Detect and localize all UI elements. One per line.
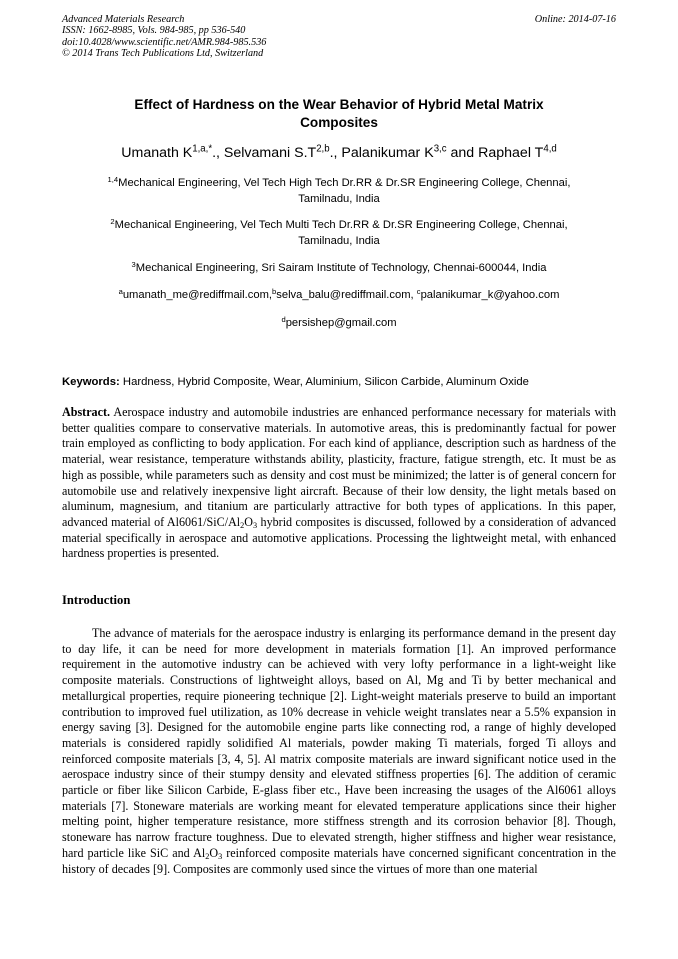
affiliation-text: Tamilnadu, India: [298, 192, 380, 205]
affiliation-3: [62, 261, 616, 277]
author-name: Raphael T: [478, 145, 544, 161]
email-superscript: a: [118, 286, 123, 296]
author-separator: .,: [212, 145, 224, 161]
formula-subscript: 2: [240, 520, 245, 530]
author-superscript: 2,b: [316, 143, 330, 155]
author-superscript: 1,a,*: [192, 143, 213, 155]
affiliation-text: Mechanical Engineering, Vel Tech Multi Tech Dr.RR & Dr.SR Engineering College, Chennai,: [114, 219, 568, 231]
formula-subscript: 3: [218, 851, 223, 861]
email-superscript: c: [416, 286, 421, 296]
formula-subscript: 3: [253, 520, 258, 530]
email-line-1: [62, 288, 616, 304]
author-separator: .,: [329, 145, 342, 161]
author-superscript: 4,d: [543, 143, 557, 155]
email-superscript: d: [281, 314, 286, 324]
journal-name: Advanced Materials Research: [62, 14, 185, 25]
title-line-2: Composites: [300, 115, 378, 130]
section-heading-introduction: Introduction: [62, 593, 131, 607]
keywords: [62, 375, 616, 389]
abstract-label: Abstract.: [62, 405, 111, 419]
formula-subscript: 2: [205, 851, 210, 861]
email-superscript: b: [272, 286, 277, 296]
body-text: The advance of materials for the aerospace industry is enlarging its performance demand in the present day to day life, it can be need for more development in materials formation [1]. An improved performance requirement in the automotive industry can be achieved with very lofty performance in a light-weight like composite materials. Constructions of lightweight alloys, based on Al, Mg and Ti by better mechanical and metallurgical properties, require pioneering technique [2]. Light-weight materials preserve to build an important contribution to improved fuel utilization, as 10% decrease in vehicle weight translates near a 5.5% expansion in energy saving [3]. Designed for the automobile engine parts like connecting rod, a range of highly developed materials is considered rapidly solidified Al materials, powder making Ti materials, forged Ti alloys and reinforced composite materials [3, 4, 5]. Al matrix composite materials are inward significant notice used in the aerospace industry since of their stumpy density and elevated stiffness properties [6]. The addition of ceramic particle or fiber like Silicon Carbide, E-glass fiber etc., Have been increasing the usages of the Al6061 alloys materials [7]. Stoneware materials are working meant for elevated temperature applications since their higher melting point, higher temperature resistance, more stiffness strength and its corrosion behavior [8]. Though, stoneware has narrow fracture toughness. Due to elevated strength, higher stiffness and higher wear resistance, hard particle like SiC and Al: [62, 626, 616, 860]
introduction-paragraph: [62, 626, 616, 877]
abstract: [62, 405, 616, 562]
affiliation-superscript: 3: [131, 259, 136, 269]
formula-text: O: [209, 845, 219, 860]
body-text: reinforced composite materials have concerned significant concentration in the history of decades [9]. Composites are commonly used since the virtues of more than one material: [62, 845, 616, 876]
doi-line: doi:10.4028/www.scientific.net/AMR.984-985.536: [62, 36, 267, 48]
affiliation-text: Mechanical Engineering, Sri Sairam Institute of Technology, Chennai-600044, India: [135, 262, 547, 274]
email-address: selva_balu@rediffmail.com,: [276, 289, 417, 301]
email-address: umanath_me@rediffmail.com,: [122, 289, 273, 301]
affiliation-2: [62, 218, 616, 249]
affiliation-text: Mechanical Engineering, Vel Tech High Tech Dr.RR & Dr.SR Engineering College, Chennai,: [118, 177, 571, 189]
author-superscript: 3,c: [433, 143, 447, 155]
keywords-label: Keywords:: [62, 376, 120, 388]
email-line-2: [62, 316, 616, 332]
affiliation-superscript: 2: [110, 216, 115, 226]
email-address: persishep@gmail.com: [285, 317, 397, 329]
author-name: Selvamani S.T: [223, 145, 317, 161]
author-list: [40, 144, 638, 162]
keywords-text: Hardness, Hybrid Composite, Wear, Aluminium, Silicon Carbide, Aluminum Oxide: [119, 376, 529, 388]
issn-line: ISSN: 1662-8985, Vols. 984-985, pp 536-540: [62, 25, 246, 37]
email-address: palanikumar_k@yahoo.com: [420, 289, 560, 301]
online-date: Online: 2014-07-16: [534, 14, 616, 25]
formula-text: O: [244, 514, 254, 529]
abstract-text: hybrid composites is discussed, followed by a consideration of advanced material specifically in aerospace and automotive applications. Processing the lightweight metal, with enhanced hardness properties is presented.: [62, 514, 616, 561]
affiliation-1: [62, 176, 616, 207]
journal-header: [62, 14, 616, 60]
author-separator: and: [446, 145, 479, 161]
affiliation-text: Tamilnadu, India: [298, 234, 380, 247]
author-name: Palanikumar K: [341, 145, 434, 161]
paper-title: [62, 96, 616, 132]
affiliation-superscript: 1,4: [107, 174, 119, 184]
title-line-1: Effect of Hardness on the Wear Behavior of Hybrid Metal Matrix: [134, 97, 544, 112]
author-name: Umanath K: [121, 145, 193, 161]
abstract-text: Aerospace industry and automobile industries are enhanced performance necessary for materials with better qualities compare to conservative materials. In automotive areas, this is predominantly factual for power train employed as conflicting to body application. For each kind of appliance, description such as hardness of the material, wear resistance, temperature withstands ability, plasticity, fracture, fatigue strength, etc. It must be as high as possible, while parameters such as density and cost must be minimized; the latter is of general concern for automobile use and relatively inexpensive light aircraft. Because of their low density, the light metals based on aluminum, magnesium, and titanium are particularly attractive for both types of applications. In this paper, advanced material of Al6061/SiC/Al: [62, 405, 616, 529]
copyright-line: © 2014 Trans Tech Publications Ltd, Switzerland: [62, 48, 264, 60]
